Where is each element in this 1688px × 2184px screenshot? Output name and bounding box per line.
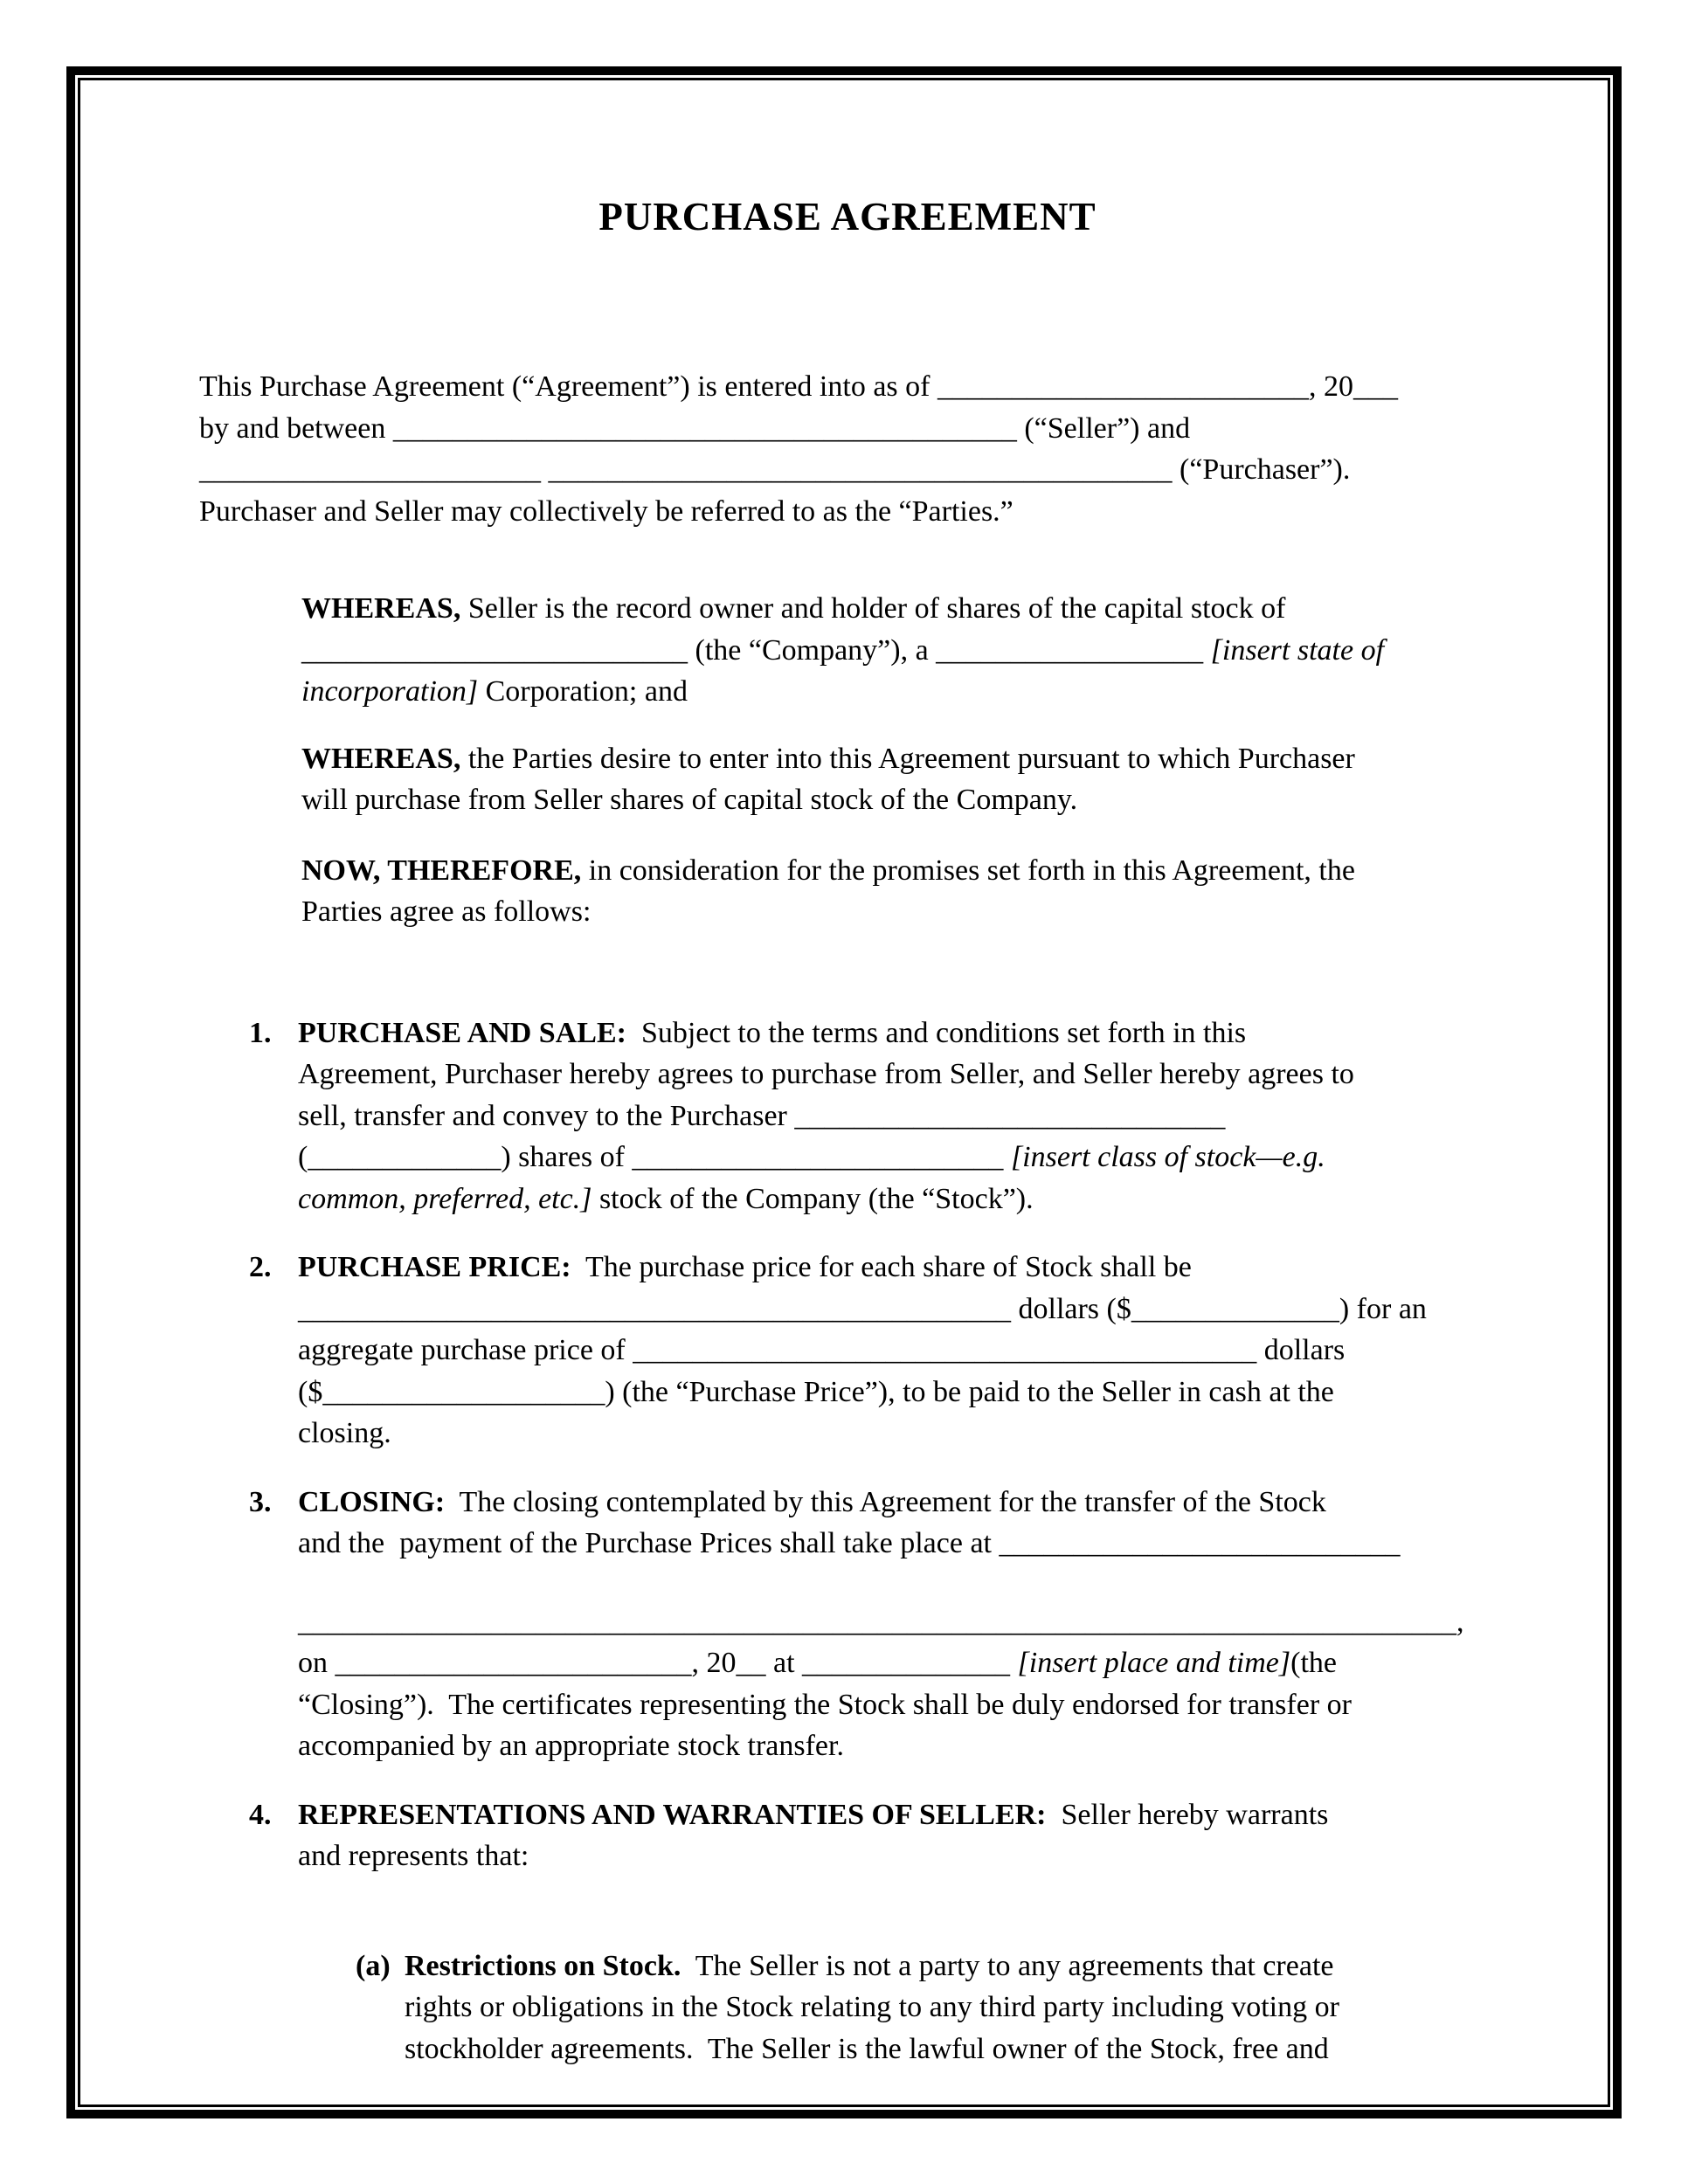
italic-run: common, preferred, etc.] [298, 1182, 592, 1215]
intro-line-purchaser-blank [199, 449, 1496, 491]
subsection-heading-line [356, 1946, 1496, 1987]
text-line [298, 1835, 1496, 1877]
section-heading-line [249, 1013, 1496, 1054]
document-content [199, 0, 1496, 2070]
text-run: (_____________) shares of _________________________ [298, 1141, 1011, 1173]
text-line [298, 1684, 1496, 1726]
whereas-parties-paragraph [199, 738, 1496, 821]
section-purchase-price [199, 1247, 1496, 1455]
text-run: and the payment of the Purchase Prices shall take place at ___________________________ [298, 1527, 1401, 1559]
text-run: The purchase price for each share of Stock shall be [571, 1251, 1192, 1283]
intro-line-date [199, 366, 1496, 408]
text-run: Corporation; and [478, 675, 688, 708]
text-run: ($___________________) (the “Purchase Price”), to be paid to the Seller in cash at the [298, 1375, 1334, 1408]
whereas-owner-paragraph [199, 588, 1496, 713]
shares-count-blank-line [298, 1137, 1496, 1178]
text-line [298, 1178, 1496, 1220]
text-run: Agreement, Purchaser hereby agrees to purchase from Seller, and Seller hereby agrees to [298, 1058, 1354, 1090]
price-per-share-blank-line [298, 1289, 1496, 1330]
intro-line-parties [199, 491, 1496, 533]
section-heading-line [249, 1794, 1496, 1836]
italic-run: [insert place and time] [1017, 1647, 1291, 1679]
section-heading: PURCHASE PRICE: [298, 1251, 571, 1283]
text-run: __________________________ (the “Company”), a __________________ [301, 633, 1211, 667]
bold-run: NOW, THEREFORE, [301, 854, 582, 887]
section-heading-line [249, 1247, 1496, 1289]
text-run: The Seller is not a party to any agreements that create [681, 1949, 1334, 1982]
text-run: will purchase from Seller shares of capital stock of the Company. [301, 784, 1078, 816]
text-line [405, 1987, 1496, 2028]
text-run: closing. [298, 1417, 391, 1449]
text-line [301, 850, 1496, 892]
text-line [298, 1413, 1496, 1455]
text-run: accompanied by an appropriate stock transfer. [298, 1730, 844, 1762]
text-run: The closing contemplated by this Agreement for the transfer of the Stock [445, 1485, 1326, 1518]
intro-line-seller-blank [199, 408, 1496, 450]
text-line [301, 738, 1496, 780]
section-heading: CLOSING: [298, 1485, 446, 1518]
subsection-marker: (a) [356, 1949, 391, 1982]
text-run: (the [1290, 1647, 1337, 1679]
text-line [298, 1725, 1496, 1767]
text-run: _______________________ __________________________________________ (“Purchaser”). [199, 453, 1351, 486]
text-run: ______________________________________________________________________________, [298, 1605, 1464, 1638]
text-line [298, 1054, 1496, 1095]
section-number: 2. [249, 1251, 272, 1283]
document-title: PURCHASE AGREEMENT [598, 195, 1097, 238]
now-therefore-paragraph [199, 850, 1496, 933]
bold-run: WHEREAS, [301, 592, 461, 625]
section-heading: PURCHASE AND SALE: [298, 1016, 626, 1049]
closing-date-blank-line [298, 1642, 1496, 1684]
subsection-heading: Restrictions on Stock. [405, 1949, 681, 1982]
text-run: in consideration for the promises set forth in this Agreement, the [581, 854, 1355, 887]
text-run: rights or obligations in the Stock relating to any third party including voting or [405, 1991, 1339, 2023]
section-number: 3. [249, 1485, 272, 1518]
text-line [301, 891, 1496, 933]
intro-paragraph [199, 366, 1496, 532]
section-representations [199, 1794, 1496, 1877]
bold-run: WHEREAS, [301, 742, 461, 775]
section-purchase-and-sale [199, 1013, 1496, 1220]
purchase-price-amount-line [298, 1372, 1496, 1413]
shares-name-blank-line [298, 1095, 1496, 1137]
text-run: and represents that: [298, 1840, 529, 1872]
text-run: Parties agree as follows: [301, 895, 591, 928]
text-run: Purchaser and Seller may collectively be referred to as the “Parties.” [199, 494, 1013, 528]
text-run: Seller hereby warrants [1046, 1798, 1329, 1831]
section-heading-line [249, 1482, 1496, 1524]
italic-run: incorporation] [301, 675, 479, 708]
section-number: 4. [249, 1798, 272, 1831]
text-run: ________________________________________________ dollars ($______________) for an [298, 1292, 1427, 1325]
section-heading: REPRESENTATIONS AND WARRANTIES OF SELLER: [298, 1798, 1047, 1831]
text-run: by and between __________________________________________ (“Seller”) and [199, 411, 1191, 445]
italic-run: [insert class of stock—e.g. [1010, 1141, 1325, 1173]
subsection-restrictions-on-stock [199, 1946, 1496, 2070]
text-run: on ________________________, 20__ at ______________ [298, 1647, 1018, 1679]
closing-place-blank-line-2 [298, 1601, 1496, 1643]
text-run: This Purchase Agreement (“Agreement”) is entered into as of _________________________, 20___ [199, 370, 1398, 403]
company-blank-line [301, 630, 1496, 672]
text-run: stock of the Company (the “Stock”). [591, 1182, 1034, 1215]
text-run: Subject to the terms and conditions set forth in this [626, 1016, 1247, 1049]
text-run: sell, transfer and convey to the Purchaser _____________________________ [298, 1099, 1226, 1132]
section-closing [199, 1482, 1496, 1767]
text-line [301, 779, 1496, 821]
text-run: Seller is the record owner and holder of shares of the capital stock of [460, 592, 1286, 625]
text-run: stockholder agreements. The Seller is the lawful owner of the Stock, free and [405, 2032, 1329, 2065]
text-line [301, 588, 1496, 630]
text-run: “Closing”). The certificates representing the Stock shall be duly endorsed for transfer or [298, 1688, 1352, 1721]
text-line [405, 2028, 1496, 2070]
text-line [301, 671, 1496, 713]
closing-place-blank-line [298, 1523, 1496, 1565]
italic-run: [insert state of [1210, 633, 1385, 667]
text-run: the Parties desire to enter into this Agreement pursuant to which Purchaser [460, 742, 1355, 775]
text-run: aggregate purchase price of __________________________________________ dollars [298, 1334, 1346, 1366]
section-number: 1. [249, 1016, 272, 1049]
aggregate-price-blank-line [298, 1330, 1496, 1372]
